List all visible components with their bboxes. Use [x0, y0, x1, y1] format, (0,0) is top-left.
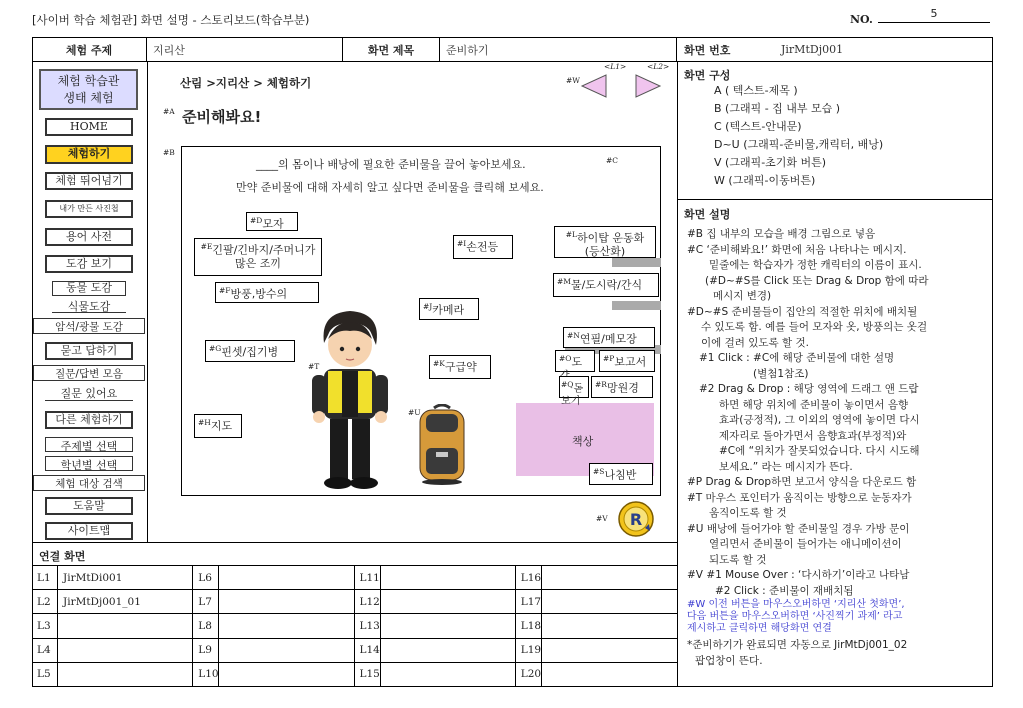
- item-tag: #Q: [561, 380, 574, 389]
- links-header: [32, 542, 677, 566]
- item-tag: #P: [603, 354, 615, 363]
- link-id: L19: [516, 639, 542, 662]
- sidebar-item-ask-question[interactable]: 질문 있어요: [45, 385, 133, 401]
- item-camera[interactable]: [419, 298, 479, 320]
- description-line: #P Drag & Drop하면 보고서 양식을 다운로드 함: [687, 476, 917, 488]
- link-id: L14: [355, 639, 381, 662]
- item-label: 물/도시락/간식: [570, 278, 643, 292]
- link-row: [32, 614, 677, 638]
- item-label: 지도: [210, 419, 233, 433]
- item-label: 핀셋/집기병: [221, 345, 279, 359]
- reset-tag: #V: [596, 514, 608, 523]
- link-target[interactable]: JirMtDi001: [58, 566, 193, 589]
- item-label: 망원경: [606, 381, 639, 395]
- item-hat[interactable]: [246, 212, 298, 231]
- instruction-line2: 만약 준비물에 대해 자세히 알고 싶다면 준비물을 클릭해 보세요.: [236, 181, 544, 194]
- sidebar-item-animal-guide[interactable]: 동물 도감: [52, 281, 126, 296]
- item-label: 방풍,방수의: [230, 287, 288, 301]
- sidebar-item-search-target[interactable]: 체험 대상 검색: [33, 475, 145, 491]
- composition-item: A ( 텍스트-제목 ): [714, 84, 798, 97]
- scene-tag: #B: [163, 148, 175, 157]
- link-id: L3: [32, 614, 58, 637]
- link-target[interactable]: [542, 639, 677, 662]
- description-line: 다음 버튼을 마우스오버하면 ‘사진찍기 과제’ 라고: [687, 611, 903, 622]
- sidebar-logo[interactable]: [39, 69, 138, 110]
- item-flashlight[interactable]: [453, 235, 513, 259]
- composition-item: W (그래픽-이동버튼): [714, 174, 816, 187]
- description-line: #D~#S 준비물들이 집안의 적절한 위치에 배치될: [687, 305, 918, 318]
- description-line: #V #1 Mouse Over : ‘다시하기’이라고 나타남: [687, 569, 910, 581]
- sidebar-item-glossary[interactable]: 용어 사전: [45, 228, 133, 246]
- link-row: [32, 590, 677, 614]
- description-line: 밑줄에는 학습자가 정한 캐릭터의 이름이 표시.: [709, 259, 922, 271]
- item-tag: #L: [565, 230, 577, 239]
- item-tag: #S: [593, 467, 605, 476]
- description-line: 제시하고 클릭하면 해당화면 연결: [687, 623, 832, 634]
- link-id: L1: [32, 566, 58, 589]
- composition-item: C (텍스트-안내문): [714, 120, 802, 133]
- description-line: 팝업창이 뜬다.: [695, 654, 763, 667]
- link-target[interactable]: [542, 590, 677, 613]
- link-id: L11: [355, 566, 381, 589]
- item-map[interactable]: [194, 414, 242, 438]
- link-target[interactable]: [542, 663, 677, 686]
- item-first-aid[interactable]: [429, 355, 491, 379]
- item-label: 구급약: [444, 360, 477, 374]
- item-tag: #H: [198, 418, 211, 427]
- screen-no-label: 화면 번호: [684, 43, 731, 57]
- screen-title-label: 화면 제목: [343, 37, 440, 62]
- item-magnifier[interactable]: [559, 376, 589, 408]
- backpack-illustration[interactable]: [416, 404, 468, 486]
- page-number-value: 5: [878, 5, 990, 23]
- sidebar-item-by-grade[interactable]: 학년별 선택: [45, 456, 133, 471]
- link-target[interactable]: JirMtDj001_01: [58, 590, 193, 613]
- link-id: L12: [355, 590, 381, 613]
- link-target[interactable]: [219, 566, 354, 589]
- description-line: *준비하기가 완료되면 자동으로 JirMtDj001_02: [687, 639, 908, 651]
- theme-label: 체험 주제: [32, 37, 147, 62]
- item-tag: #D: [250, 216, 263, 225]
- links-table: [32, 566, 677, 687]
- link-target[interactable]: [219, 639, 354, 662]
- screen-no-value: JirMtDj001: [781, 43, 844, 56]
- right-panel-divider: [677, 62, 678, 687]
- link-id: L20: [516, 663, 542, 686]
- sidebar-logo-line2: 생태 체험: [63, 91, 114, 105]
- next-link-label: <L2>: [647, 62, 670, 71]
- item-tag: #I: [457, 239, 467, 248]
- composition-item: V (그래픽-초기화 버튼): [714, 156, 827, 169]
- item-label: 연필/메모장: [579, 332, 637, 346]
- nav-tag: #W: [566, 76, 580, 85]
- theme-value: 지리산: [147, 37, 343, 62]
- description-line: 효과(긍정적), 그 이외의 영역에 놓이면 다시: [719, 414, 920, 426]
- item-label: 모자: [262, 217, 284, 231]
- shelf: [612, 258, 661, 267]
- sidebar-logo-line1: 체험 학습관: [57, 74, 120, 88]
- link-id: L2: [32, 590, 58, 613]
- sidebar-item-by-topic[interactable]: 주제별 선택: [45, 437, 133, 452]
- description-line: #C ‘준비해봐요!’ 화면에 처음 나타나는 메시지.: [687, 243, 907, 256]
- sidebar-item-rock-guide[interactable]: 암석/광물 도감: [33, 318, 145, 334]
- item-tag: #E: [200, 242, 213, 251]
- link-target[interactable]: [219, 590, 354, 613]
- item-report[interactable]: [599, 350, 655, 372]
- link-id: L9: [193, 639, 219, 662]
- link-target[interactable]: [381, 663, 516, 686]
- sidebar-item-qna[interactable]: 묻고 답하기: [45, 342, 133, 360]
- item-tag: #M: [557, 277, 571, 286]
- item-label: 보고서: [614, 355, 647, 369]
- description-line: (#D~#S를 Click 또는 Drag & Drop 함에 따라: [705, 274, 929, 287]
- item-label: 긴팔/긴바지/주머니가 많은 조끼: [212, 243, 316, 270]
- link-target[interactable]: [58, 663, 193, 686]
- link-target[interactable]: [381, 639, 516, 662]
- composition-title: 화면 구성: [684, 69, 731, 82]
- sidebar-item-skip-experience[interactable]: 체험 뛰어넘기: [45, 172, 133, 190]
- link-target[interactable]: [381, 566, 516, 589]
- description-line: #W 이전 버튼을 마우스오버하면 ‘지리산 첫화면’,: [687, 599, 905, 610]
- link-id: L15: [355, 663, 381, 686]
- page-heading: 준비해봐요!: [182, 108, 262, 126]
- item-tag: #K: [433, 359, 445, 368]
- page-number-label: NO.: [850, 13, 873, 26]
- description-line: #U 배낭에 들어가야 할 준비물일 경우 가방 문이: [687, 522, 910, 535]
- item-label: 도: [571, 355, 583, 369]
- item-windbreaker[interactable]: [215, 282, 319, 303]
- document-title: [사이버 학습 체험관] 화면 설명 - 스토리보드(학습부분): [32, 13, 310, 27]
- item-tag: #R: [595, 380, 607, 389]
- right-panel-divider-h: [677, 199, 993, 200]
- description-line: #C에 “위치가 잘못되었습니다. 다시 시도해: [719, 445, 920, 457]
- item-tag: #F: [219, 286, 231, 295]
- link-id: L8: [193, 614, 219, 637]
- link-id: L16: [516, 566, 542, 589]
- backpack-tag: #U: [408, 408, 421, 417]
- link-id: L5: [32, 663, 58, 686]
- sidebar-item-plant-guide[interactable]: 식물도감: [52, 298, 126, 313]
- svg-text:R: R: [629, 510, 643, 529]
- reset-button-icon[interactable]: [617, 500, 655, 538]
- link-row: [32, 566, 677, 590]
- link-target[interactable]: [381, 590, 516, 613]
- item-label: 하이탑 운동화 (등산화): [577, 231, 645, 258]
- screen-title-value: 준비하기: [440, 37, 677, 62]
- description-line: 이에 걸려 있도록 할 것.: [701, 336, 809, 349]
- link-row: [32, 639, 677, 663]
- instruction-line1: ____의 몸이나 배낭에 필요한 준비물을 끌어 놓아보세요.: [256, 158, 526, 171]
- sidebar-item-home[interactable]: HOME: [45, 118, 133, 136]
- link-target[interactable]: [219, 663, 354, 686]
- link-id: L6: [193, 566, 219, 589]
- character-tag: #T: [308, 362, 320, 371]
- link-id: L13: [355, 614, 381, 637]
- description-line: 수 있도록 함. 예를 들어 모자와 옷, 방풍의는 옷걸: [701, 321, 928, 333]
- title-tag: #A: [163, 107, 175, 116]
- description-line: (별첨1참조): [753, 367, 809, 380]
- next-arrow-icon[interactable]: [634, 73, 662, 99]
- link-target[interactable]: [219, 614, 354, 637]
- desk-label: 책상: [572, 435, 594, 448]
- sidebar-item-my-album[interactable]: 내가 만든 사진첩: [45, 200, 133, 218]
- item-tag: #G: [209, 344, 222, 353]
- item-food[interactable]: [553, 273, 659, 297]
- link-id: L10: [193, 663, 219, 686]
- description-line: #B 집 내부의 모습을 배경 그림으로 넣음: [687, 228, 876, 240]
- sidebar-item-field-guide[interactable]: 도감 보기: [45, 255, 133, 273]
- link-id: L17: [516, 590, 542, 613]
- link-id: L4: [32, 639, 58, 662]
- item-tweezers[interactable]: [205, 340, 295, 362]
- description-line: 보세요.” 라는 메시지가 뜬다.: [719, 460, 853, 473]
- description-line: 열리면서 준비물이 들어가는 애니메이션이: [709, 538, 902, 550]
- description-line: #1 Click : #C에 해당 준비물에 대한 설명: [699, 352, 895, 364]
- description-line: 되도록 할 것: [709, 553, 767, 566]
- item-binoculars[interactable]: [591, 376, 653, 398]
- description-line: 제자리로 돌아가면서 음향효과(부정적)와: [719, 429, 907, 442]
- composition-item: B (그래픽 - 집 내부 모습 ): [714, 102, 841, 115]
- link-target[interactable]: [542, 566, 677, 589]
- item-compass[interactable]: [589, 463, 653, 485]
- link-target[interactable]: [542, 614, 677, 637]
- link-target[interactable]: [58, 614, 193, 637]
- description-line: #T 마우스 포인터가 움직이는 방향으로 눈동자가: [687, 491, 912, 504]
- description-line: 움직이도록 할 것: [709, 507, 787, 519]
- links-title: 연결 화면: [39, 550, 86, 563]
- link-id: L7: [193, 590, 219, 613]
- prev-arrow-icon[interactable]: [580, 73, 608, 99]
- item-tag: #N: [567, 331, 580, 340]
- sidebar-item-help[interactable]: 도움말: [45, 497, 133, 515]
- composition-item: D~U (그래픽-준비물,캐릭터, 배낭): [714, 138, 884, 151]
- sidebar-item-qna-collection[interactable]: 질문/답변 모음: [33, 365, 145, 381]
- instruction-tag: #C: [606, 156, 619, 165]
- sidebar-item-experience[interactable]: 체험하기: [45, 145, 133, 164]
- character-illustration[interactable]: [302, 305, 398, 493]
- prev-link-label: <L1>: [604, 62, 627, 71]
- composition-list: [714, 82, 883, 190]
- description-title: 화면 설명: [684, 208, 731, 221]
- description-line: #2 Drag & Drop : 해당 영역에 드래그 앤 드랍: [699, 383, 919, 395]
- item-label: 돋보기: [561, 383, 584, 408]
- link-row: [32, 663, 677, 687]
- description-line: 메시지 변경): [713, 290, 772, 302]
- item-field-guide[interactable]: [555, 350, 595, 372]
- item-label: 손전등: [466, 240, 499, 254]
- breadcrumb: 산림 >지리산 > 체험하기: [180, 76, 312, 90]
- item-label: 나침반: [604, 468, 637, 482]
- item-label: 카메라: [432, 303, 465, 317]
- sidebar-item-other-experience[interactable]: 다른 체험하기: [45, 411, 133, 429]
- description-line: #2 Click : 준비물이 재배치됨: [715, 584, 854, 597]
- item-notepad[interactable]: [563, 327, 655, 348]
- link-target[interactable]: [381, 614, 516, 637]
- item-tag: #O: [559, 354, 572, 363]
- sidebar-divider: [147, 62, 148, 542]
- item-clothes[interactable]: [194, 238, 322, 276]
- link-id: L18: [516, 614, 542, 637]
- shelf: [612, 301, 661, 310]
- sidebar-item-sitemap[interactable]: 사이트맵: [45, 522, 133, 540]
- description-body: [687, 227, 989, 669]
- description-line: 하면 해당 위치에 준비물이 놓이면서 음향: [719, 398, 909, 411]
- item-hiking-shoes[interactable]: [554, 226, 656, 258]
- item-tag: #J: [423, 302, 433, 311]
- link-target[interactable]: [58, 639, 193, 662]
